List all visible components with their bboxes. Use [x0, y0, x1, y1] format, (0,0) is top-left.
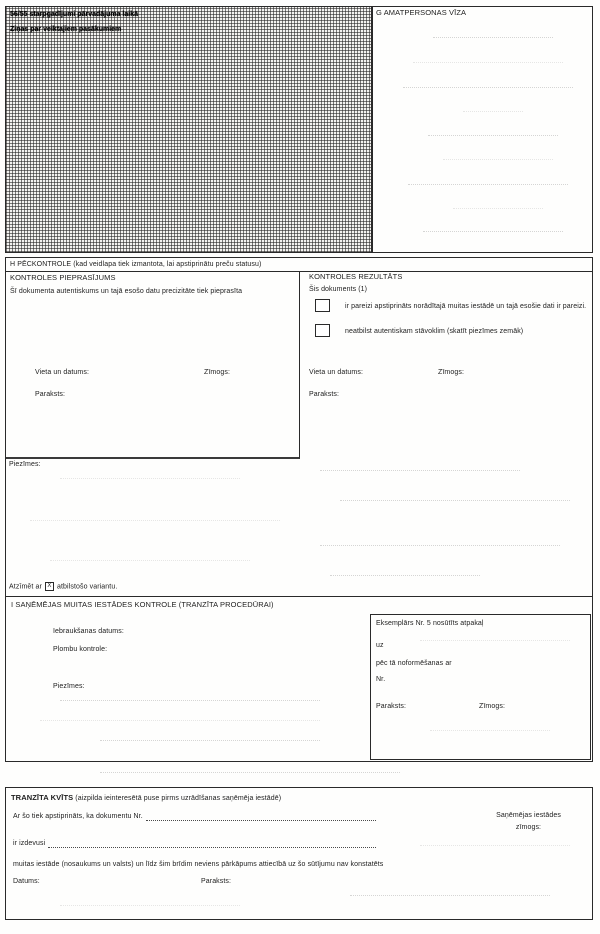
copy-return-line-2: uz [376, 642, 384, 649]
result-option-2-checkbox[interactable] [315, 324, 330, 337]
stamp-label: Zīmogs: [438, 369, 464, 376]
issuing-office-fill-line [48, 839, 376, 848]
control-result-area [300, 272, 594, 459]
issued-by-prefix: ir izdevusi [13, 839, 46, 847]
place-date-label: Vieta un datums: [309, 369, 364, 376]
arrival-date-label: Iebraukšanas datums: [53, 628, 124, 635]
destination-stamp-note [466, 810, 591, 834]
transit-receipt-header [11, 794, 281, 803]
transit-receipt-title: TRANZĪTA KVĪTS [11, 793, 74, 802]
certify-prefix: Ar šo tiek apstiprināts, ka dokumentu Nr. [13, 812, 143, 820]
hatched-box-line-1: 56/55 starpgadījumi pārvadājuma laikā [10, 11, 139, 18]
stamp-label: Zīmogs: [204, 369, 230, 376]
date-label: Datums: [13, 878, 40, 885]
place-date-label: Vieta un datums: [35, 369, 90, 376]
issued-by-line [13, 839, 376, 848]
signature-label: Paraksts: [201, 878, 232, 885]
section-i-box [5, 596, 593, 762]
result-option-1-label: ir pareizi apstiprināts norādītajā muitas iestādē un tajā esošie dati ir pareizi. [345, 303, 587, 310]
tick-instruction-prefix: Atzīmēt ar [9, 583, 42, 591]
control-request-title: KONTROLES PIEPRASĪJUMS [10, 273, 116, 282]
copy-return-line-3: pēc tā noformēšanas ar [376, 660, 452, 667]
stamp-label: Zīmogs: [479, 703, 505, 710]
remarks-label: Piezīmes: [9, 461, 41, 468]
official-visa-title: G AMATPERSONAS VĪZA [376, 8, 467, 17]
hatched-box-line-2: Ziņas par veiktajiem pasākumiem [10, 26, 122, 33]
destination-stamp-note-line-2: zīmogs: [515, 824, 542, 831]
copy-return-line-1: Eksemplārs Nr. 5 nosūtīts atpakaļ [376, 620, 484, 627]
tick-instruction-suffix: atbilstošo variantu. [57, 583, 118, 591]
seal-control-label: Plombu kontrole: [53, 646, 108, 653]
remarks-label: Piezīmes: [53, 683, 85, 690]
office-note-line: muitas iestāde (nosaukums un valsts) un līdz šim brīdim neviens pārkāpums attiecībā uz šo sūtījumu nav konstatēts [13, 861, 384, 868]
result-option-1-checkbox[interactable] [315, 299, 330, 312]
section-i-title: I SAŅĒMĒJAS MUITAS IESTĀDES KONTROLE (TRANZĪTA PROCEDŪRAI) [11, 600, 274, 609]
destination-stamp-note-line-1: Saņēmējas iestādes [496, 812, 561, 819]
control-result-title: KONTROLES REZULTĀTS [309, 272, 403, 281]
control-request-body: Šī dokumenta autentiskums un tajā esošo datu precizitāte tiek pieprasīta [10, 288, 243, 295]
signature-label: Paraksts: [376, 703, 407, 710]
section-h-title: H PĒCKONTROLE (kad veidlapa tiek izmantota, lai apstiprinātu preču statusu) [10, 261, 262, 268]
section-h-body [5, 272, 593, 597]
copy-return-line-4: Nr. [376, 676, 386, 683]
copy-return-box [370, 614, 591, 760]
signature-label: Paraksts: [35, 391, 66, 398]
transit-receipt-note: (aizpilda ieinteresētā puse pirms uzrādīšanas saņēmēja iestādē) [75, 795, 282, 802]
section-h-header [5, 257, 593, 272]
control-result-subtitle: Šis dokuments (1) [309, 286, 368, 293]
certify-line [13, 812, 376, 821]
transhipment-hatched-box [5, 6, 372, 253]
official-visa-box [372, 6, 593, 253]
tick-instruction [9, 582, 117, 591]
control-request-box [6, 272, 300, 459]
transit-receipt-box [5, 787, 593, 920]
signature-label: Paraksts: [309, 391, 340, 398]
tick-example-checkbox: X [45, 582, 54, 591]
document-number-fill-line [146, 812, 376, 821]
result-option-2-label: neatbilst autentiskam stāvoklim (skatīt piezīmes zemāk) [345, 328, 524, 335]
